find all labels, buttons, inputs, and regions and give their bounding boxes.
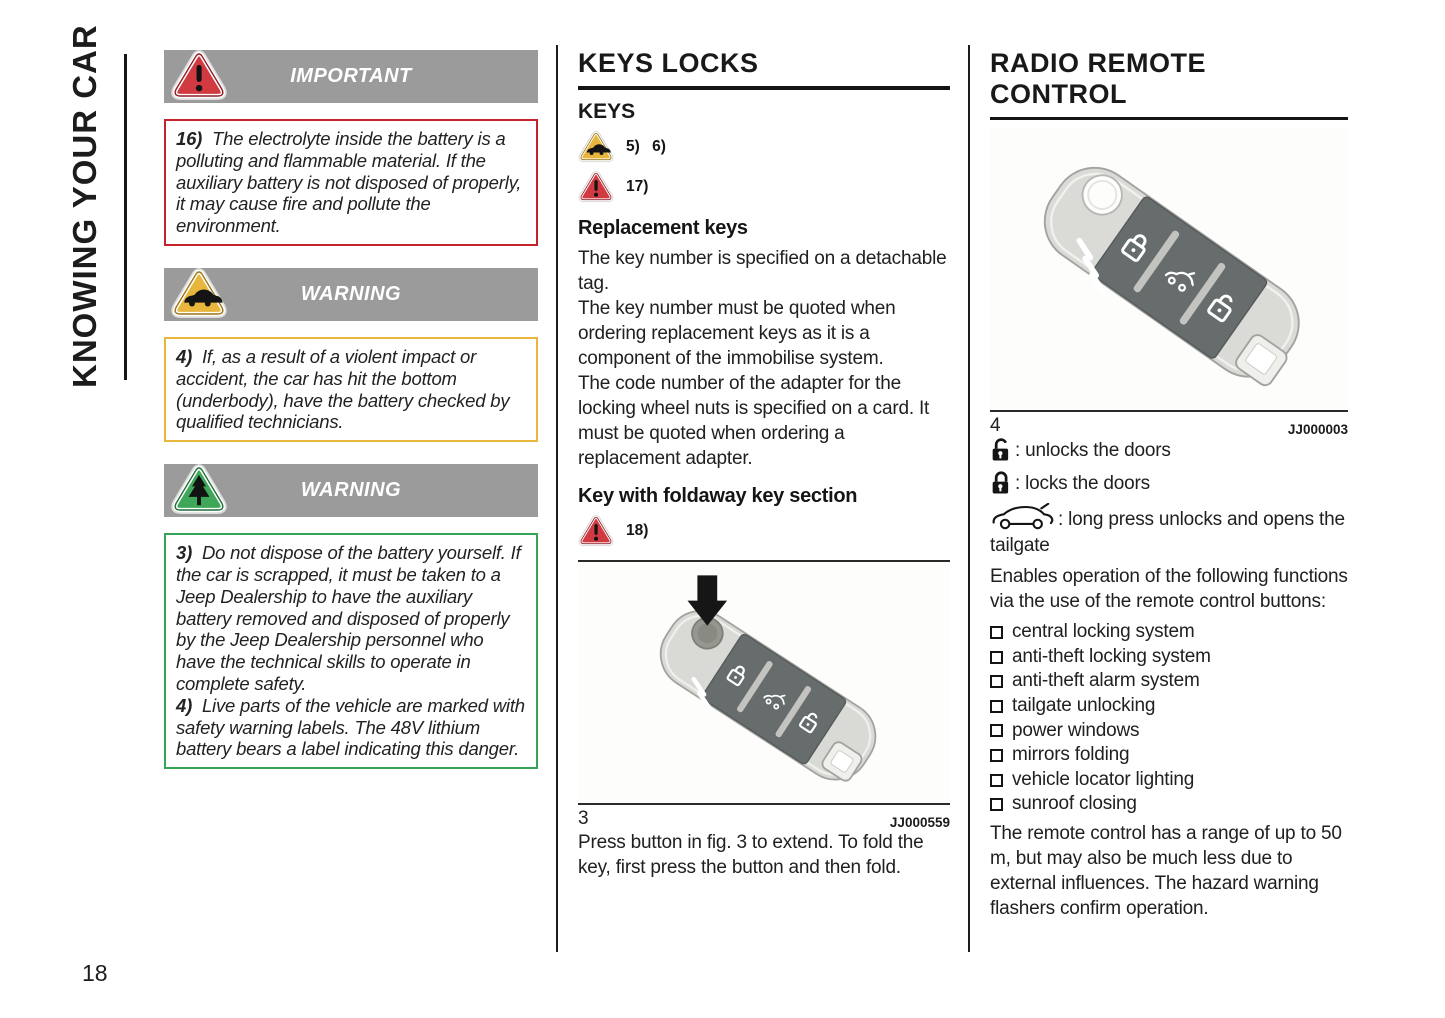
left-notes-column	[164, 50, 538, 769]
red-triangle-exclamation-icon	[171, 47, 227, 103]
list-item-label: anti-theft alarm system	[1012, 670, 1200, 692]
square-bullet	[990, 774, 1003, 787]
legend-text: : unlocks the doors	[1015, 440, 1171, 461]
figure-number: 3	[578, 808, 589, 829]
note-ref: 3)	[176, 542, 193, 564]
legend-text: : locks the doors	[1015, 473, 1150, 494]
warning-note-box-battery	[164, 533, 538, 769]
car-tailgate-icon	[990, 503, 1056, 533]
figure-caption: Press button in fig. 3 to extend. To fold the key, first press the button and then fold.	[578, 832, 924, 878]
danger-reference-row	[578, 514, 950, 547]
square-bullet	[990, 626, 1003, 639]
padlock-open-icon	[990, 437, 1013, 462]
important-header-bar	[164, 50, 538, 103]
figure-number: 4	[990, 415, 1001, 436]
yellow-triangle-car-icon	[578, 130, 614, 163]
warning-header-label: WARNING	[300, 282, 402, 305]
legend-unlock	[990, 437, 1348, 463]
heading-foldaway-key: Key with foldaway key section	[578, 485, 858, 507]
list-item-label: central locking system	[1012, 621, 1195, 643]
figure-code: JJ000003	[1287, 422, 1348, 437]
legend-tailgate	[990, 503, 1348, 558]
important-note-box	[164, 119, 538, 246]
warning-reference-row	[578, 130, 950, 163]
important-note-text	[176, 128, 526, 237]
keys-locks-column	[578, 48, 950, 880]
figure-remote-control	[990, 128, 1348, 412]
danger-reference-row	[578, 170, 950, 203]
green-triangle-tree-icon	[171, 461, 227, 517]
sidebar-rule	[124, 54, 127, 380]
warning-reference-numbers: 5) 6)	[626, 137, 666, 155]
list-item-label: tailgate unlocking	[1012, 694, 1156, 716]
yellow-triangle-car-icon	[171, 265, 227, 321]
figure-meta	[990, 415, 1348, 437]
section-title-radio-remote: RADIO REMOTE CONTROL	[990, 48, 1348, 120]
legend-text: : long press unlocks and opens the tailgate	[990, 509, 1345, 556]
paragraph: The code number of the adapter for the locking wheel nuts is specified on a card. It must be quoted when ordering a replacement adapter.	[578, 373, 930, 469]
list-item	[990, 768, 1348, 793]
list-item	[990, 669, 1348, 694]
note-ref: 16)	[176, 128, 203, 149]
warning-note-text	[176, 542, 526, 695]
warning-note-text	[176, 346, 526, 433]
danger-reference-number: 18)	[626, 521, 649, 539]
warning-note-box-impact	[164, 337, 538, 442]
remote-control-illustration	[990, 132, 1348, 404]
figure-foldaway-key	[578, 560, 950, 805]
foldaway-key-illustration	[578, 570, 950, 795]
list-item-label: vehicle locator lighting	[1012, 768, 1195, 790]
paragraph: The key number must be quoted when ordering replacement keys as it is a component of the immobilise system.	[578, 298, 896, 369]
list-item-label: mirrors folding	[1012, 744, 1130, 766]
list-item-label: power windows	[1012, 719, 1140, 741]
note-ref: 4)	[176, 694, 193, 716]
red-triangle-exclamation-icon	[578, 170, 614, 203]
remote-functions-list	[990, 620, 1348, 817]
square-bullet	[990, 749, 1003, 762]
column-divider-left	[556, 45, 558, 952]
list-item	[990, 620, 1348, 645]
note-ref: 4)	[176, 345, 193, 367]
square-bullet	[990, 651, 1003, 664]
list-item-label: sunroof closing	[1012, 793, 1137, 815]
list-item	[990, 694, 1348, 719]
legend-lock	[990, 470, 1348, 496]
padlock-closed-icon	[990, 470, 1013, 495]
figure-meta	[578, 808, 950, 830]
warning-header-label: WARNING	[300, 479, 402, 502]
warning-header-bar-impact	[164, 268, 538, 321]
note-body: Live parts of the vehicle are marked with safety warning labels. The 48V lithium battery bears a label indicating this danger.	[176, 694, 525, 760]
red-triangle-exclamation-icon	[578, 514, 614, 547]
paragraph: The key number is specified on a detachable tag.	[578, 248, 947, 294]
list-item	[990, 743, 1348, 768]
heading-replacement-keys: Replacement keys	[578, 217, 748, 239]
chapter-title-vertical: KNOWING YOUR CAR	[66, 24, 103, 388]
list-item	[990, 645, 1348, 670]
page-number: 18	[82, 960, 108, 986]
figure-code: JJ000559	[889, 815, 950, 830]
important-header-label: IMPORTANT	[290, 65, 412, 87]
warning-note-text	[176, 695, 526, 760]
list-item	[990, 792, 1348, 817]
square-bullet	[990, 675, 1003, 688]
square-bullet	[990, 798, 1003, 811]
section-title-keys-locks: KEYS LOCKS	[578, 48, 950, 90]
radio-remote-column	[990, 48, 1348, 921]
note-body: The electrolyte inside the battery is a polluting and flammable material. If the auxiliary battery is not disposed of properly, it may cause fire and pollute the environment.	[176, 128, 522, 237]
remote-range-paragraph: The remote control has a range of up to 50 m, but may also be much less due to external influences. The hazard warning flashers confirm operation.	[990, 822, 1342, 919]
subsection-title-keys: KEYS	[578, 100, 636, 123]
list-item-label: anti-theft locking system	[1012, 645, 1211, 667]
note-body: If, as a result of a violent impact or accident, the car has hit the bottom (underbody), have the battery checked by qualified technicians.	[176, 345, 510, 433]
functions-intro: Enables operation of the following functions via the use of the remote control buttons:	[990, 566, 1348, 612]
list-item	[990, 719, 1348, 744]
square-bullet	[990, 724, 1003, 737]
warning-header-bar-battery	[164, 464, 538, 517]
danger-reference-number: 17)	[626, 177, 649, 195]
note-body: Do not dispose of the battery yourself. If the car is scrapped, it must be taken to a Jeep Dealership to have the auxiliary battery removed and disposed of properly by the Jeep Dealership personnel who have the technical skills to operate in complete safety.	[176, 542, 521, 694]
square-bullet	[990, 700, 1003, 713]
column-divider-right	[968, 45, 970, 952]
